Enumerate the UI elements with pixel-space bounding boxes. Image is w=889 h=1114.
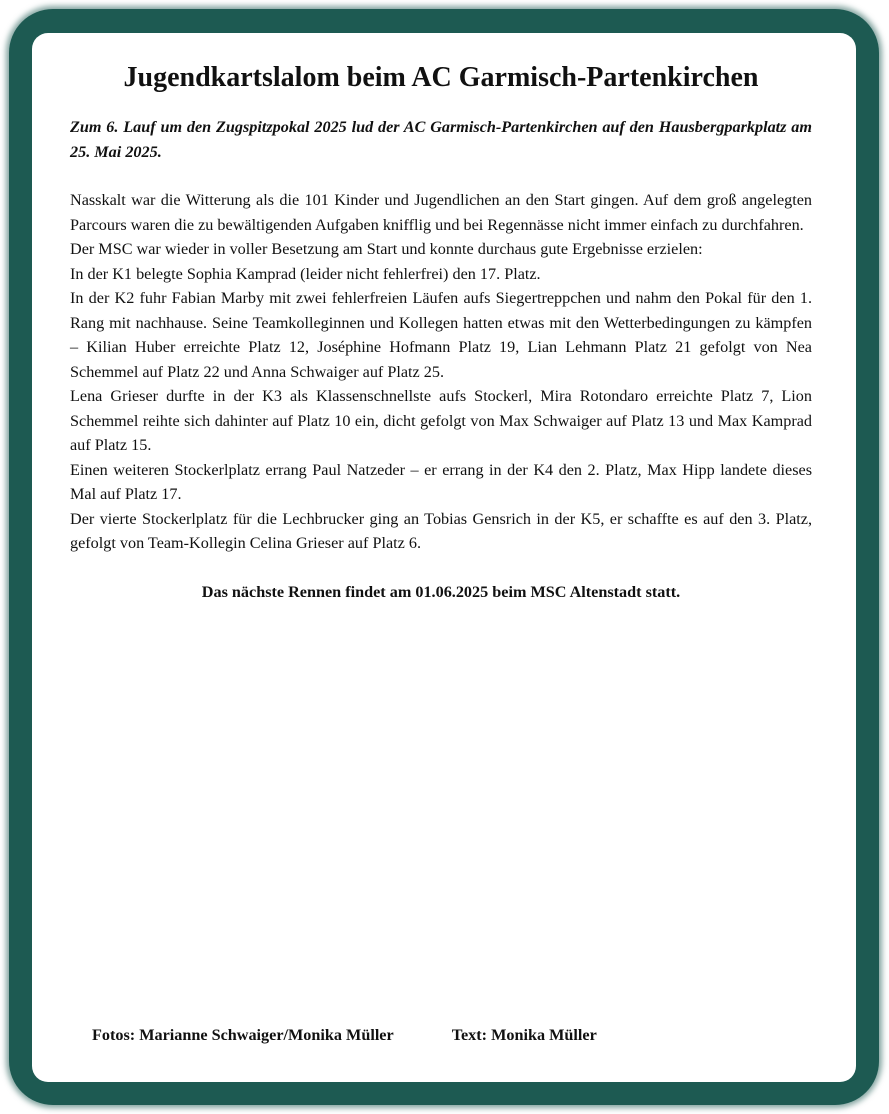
article-paragraph: Der vierte Stockerlplatz für die Lechbrucker ging an Tobias Gensrich in der K5, er schaffte es auf den 3. Platz, gefolgt von Team-Kollegin Celina Grieser auf Platz 6. <box>70 509 812 552</box>
article-paragraph: In der K1 belegte Sophia Kamprad (leider nicht fehlerfrei) den 17. Platz. <box>70 264 541 283</box>
article-lead: Zum 6. Lauf um den Zugspitzpokal 2025 lud der AC Garmisch-Partenkirchen auf den Hausbergparkplatz am 25. Mai 2025. <box>70 118 812 161</box>
article-title: Jugendkartslalom beim AC Garmisch-Partenkirchen <box>123 62 759 93</box>
next-race-note: Das nächste Rennen findet am 01.06.2025 beim MSC Altenstadt statt. <box>201 582 681 601</box>
credits-line <box>92 1023 597 1047</box>
article-paragraph: In der K2 fuhr Fabian Marby mit zwei fehlerfreien Läufen aufs Siegertreppchen und nahm den Pokal für den 1. Rang mit nachhause. Seine Teamkolleginnen und Kollegen hatten etwas mit den Wetterbedingungen zu kämpfen – Kilian Huber erreichte Platz 12, Joséphine Hofmann Platz 19, Lian Lehmann Platz 21 gefolgt von Nea Schemmel auf Platz 22 und Anna Schwaiger auf Platz 25. <box>70 289 812 381</box>
article-paragraph: Einen weiteren Stockerlplatz errang Paul Natzeder – er errang in der K4 den 2. Platz, Max Hipp landete dieses Mal auf Platz 17. <box>70 460 812 503</box>
article-body <box>70 188 812 556</box>
photo-credit: Fotos: Marianne Schwaiger/Monika Müller <box>92 1026 394 1044</box>
article-paragraph: Lena Grieser durfte in der K3 als Klassenschnellste aufs Stockerl, Mira Rotondaro erreichte Platz 7, Lion Schemmel reihte sich dahinter auf Platz 10 ein, dicht gefolgt von Max Schwaiger auf Platz 13 und Max Kamprad auf Platz 15. <box>70 387 812 454</box>
article-paragraph: Der MSC war wieder in voller Besetzung am Start und konnte durchaus gute Ergebnisse erzielen: <box>70 240 703 258</box>
text-credit: Text: Monika Müller <box>451 1026 597 1044</box>
article-paragraph: Nasskalt war die Witterung als die 101 Kinder und Jugendlichen an den Start gingen. Auf dem groß angelegten Parcours waren die zu bewältigenden Aufgaben knifflig und bei Regennässe nicht immer einfach zu durchfahren. <box>70 191 812 234</box>
article-panel <box>32 33 856 1082</box>
